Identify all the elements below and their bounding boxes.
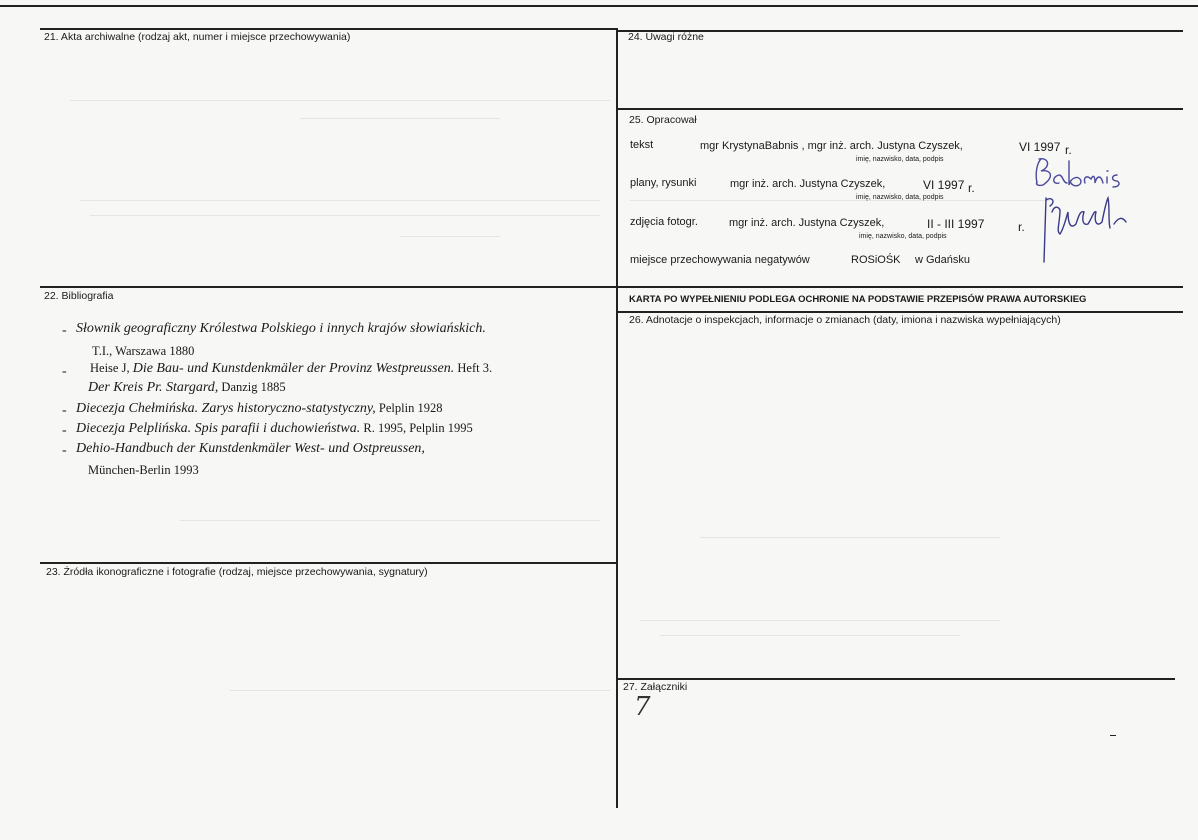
- plany-r: r.: [968, 181, 975, 195]
- zdjecia-label: zdjęcia fotogr.: [630, 216, 698, 228]
- tekst-r: r.: [1065, 143, 1072, 157]
- bullet: -: [62, 364, 67, 379]
- bullet: -: [62, 323, 67, 338]
- attachments-count-value: 7: [634, 692, 651, 722]
- bibliography-item: Diecezja Chełmińska. Zarys historyczno-statystyczny, Pelplin 1928: [76, 401, 443, 416]
- plany-hint: imię, nazwisko, data, podpis: [856, 194, 944, 201]
- section-22-label: 22. Bibliografia: [44, 290, 114, 302]
- tekst-label: tekst: [630, 139, 654, 151]
- negatives-label: miejsce przechowywania negatywów: [630, 254, 810, 266]
- zdjecia-hint: imię, nazwisko, data, podpis: [859, 233, 947, 240]
- section-21-label: 21. Akta archiwalne (rodzaj akt, numer i miejsce przechowywania): [44, 31, 351, 43]
- signature-czyszek: [1030, 188, 1140, 264]
- rule-copyright-top: [617, 286, 1183, 288]
- zdjecia-r: r.: [1018, 220, 1025, 234]
- attachments-count: [634, 692, 651, 722]
- plany-date: VI 1997: [923, 178, 965, 192]
- bibliography-item-cont: T.I., Warszawa 1880: [92, 344, 195, 358]
- negatives-place: w Gdańsku: [915, 254, 971, 266]
- tekst-value: mgr KrystynaBabnis , mgr inż. arch. Justyna Czyszek,: [700, 140, 963, 152]
- column-divider: [616, 28, 618, 808]
- bibliography-item-cont: München-Berlin 1993: [88, 463, 199, 477]
- bibliography-item: Heise J, Die Bau- und Kunstdenkmäler der Provinz Westpreussen. Heft 3.: [90, 361, 493, 376]
- bullet: -: [62, 423, 67, 438]
- section-23-label: 23. Źródła ikonograficzne i fotografie (rodzaj, miejsce przechowywania, sygnatury): [46, 566, 428, 578]
- plany-label: plany, rysunki: [630, 177, 697, 189]
- rule-24-25: [617, 108, 1183, 110]
- negatives-value: ROSiOŚK: [851, 254, 901, 266]
- zdjecia-value: mgr inż. arch. Justyna Czyszek,: [729, 217, 885, 229]
- bullet: -: [62, 443, 67, 458]
- rule-26-27: [617, 678, 1175, 680]
- left-header-rule: [40, 28, 617, 30]
- rule-21-22: [40, 286, 617, 288]
- zdjecia-date: II - III 1997: [927, 217, 985, 231]
- rule-copyright-bottom: [617, 311, 1183, 313]
- stray-mark: [1110, 735, 1116, 736]
- section-25-label: 25. Opracował: [629, 114, 697, 126]
- section-27-label: 27. Załączniki: [623, 681, 688, 693]
- bibliography-item: Dehio-Handbuch der Kunstdenkmäler West- und Ostpreussen,: [76, 441, 425, 456]
- bibliography-item-cont: Der Kreis Pr. Stargard, Danzig 1885: [88, 380, 286, 395]
- top-border: [0, 5, 1198, 7]
- tekst-date: VI 1997: [1019, 140, 1061, 154]
- plany-value: mgr inż. arch. Justyna Czyszek,: [730, 178, 886, 190]
- bibliography-item: Diecezja Pelplińska. Spis parafii i duchowieństwa. R. 1995, Pelplin 1995: [76, 421, 473, 436]
- bibliography-item: Słownik geograficzny Królestwa Polskiego i innych krajów słowiańskich.: [76, 321, 486, 336]
- rule-22-23: [40, 562, 617, 564]
- section-24-label: 24. Uwagi różne: [628, 31, 704, 43]
- bullet: -: [62, 403, 67, 418]
- section-26-label: 26. Adnotacje o inspekcjach, informacje o zmianach (daty, imiona i nazwiska wypełniających): [629, 314, 1061, 326]
- copyright-note: KARTA PO WYPEŁNIENIU PODLEGA OCHRONIE NA PODSTAWIE PRZEPISÓW PRAWA AUTORSKIEG: [629, 294, 1087, 305]
- tekst-hint: imię, nazwisko, data, podpis: [856, 156, 944, 163]
